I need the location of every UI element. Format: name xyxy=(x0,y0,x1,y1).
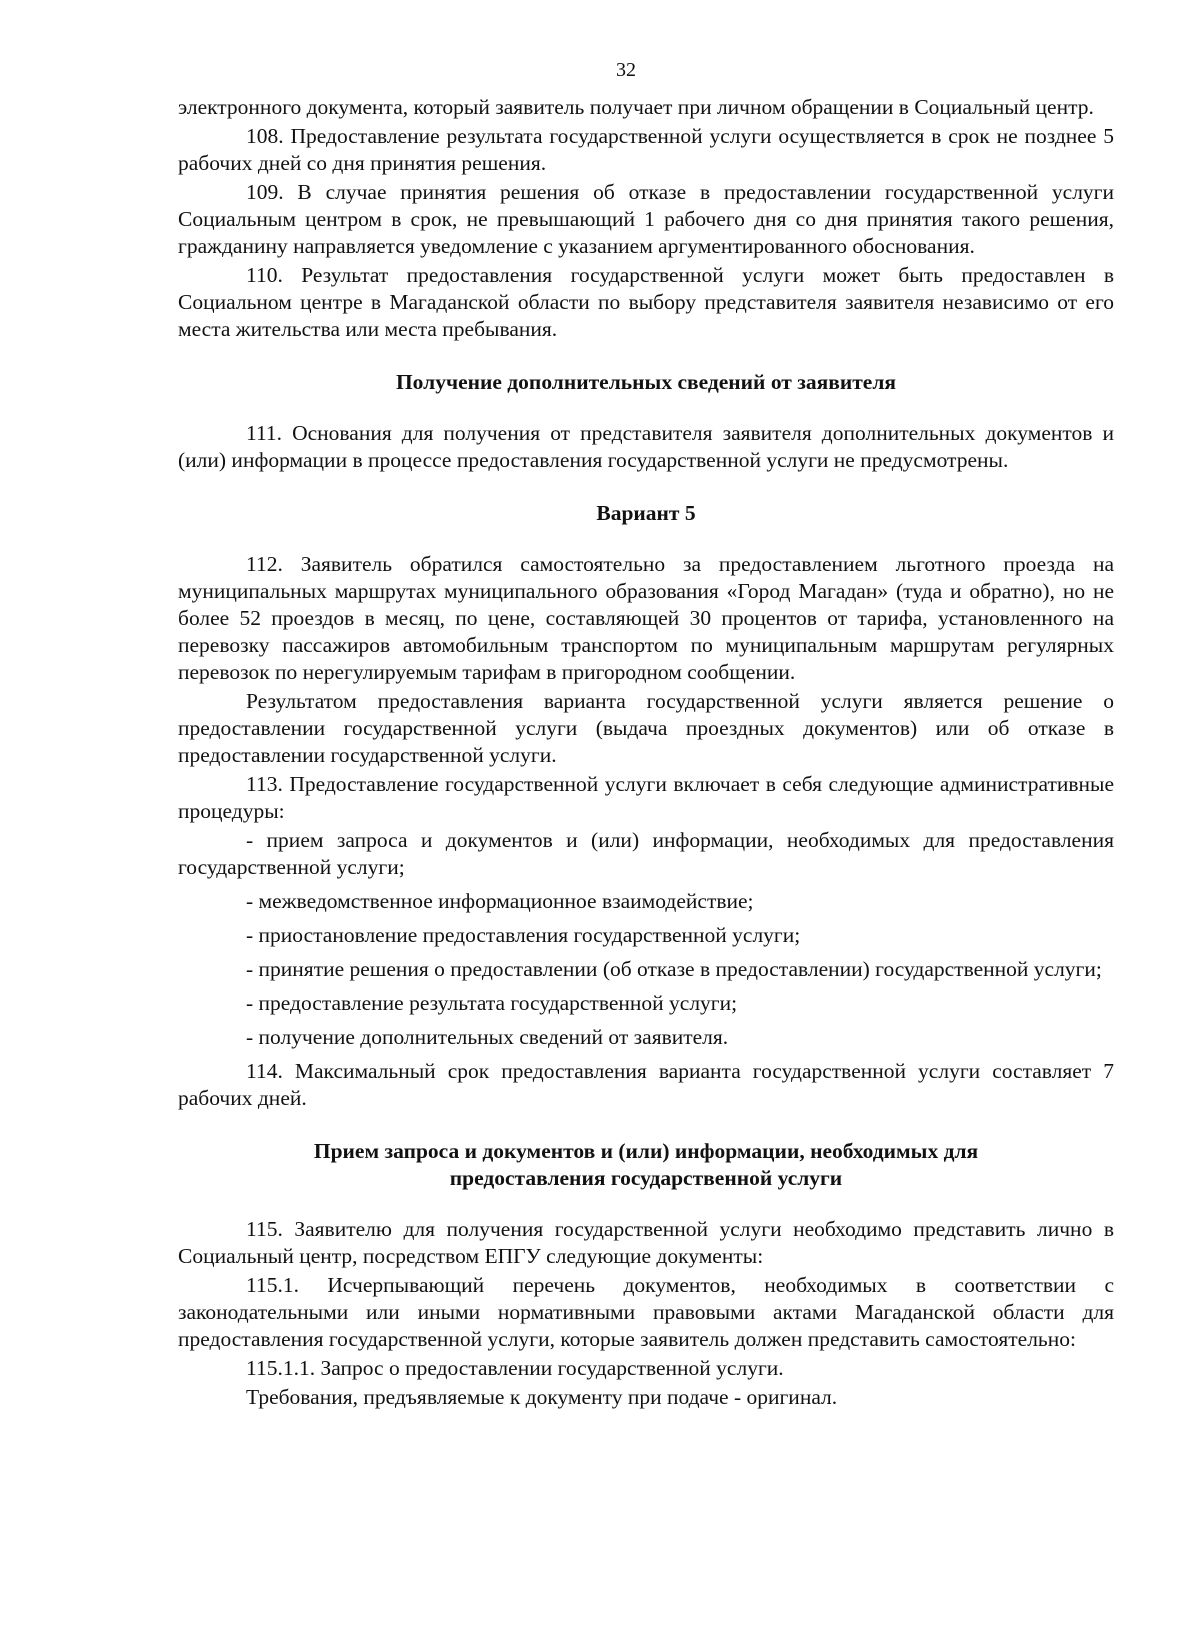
paragraph-115-requirements: Требования, предъявляемые к документу при подаче - оригинал. xyxy=(246,1385,838,1409)
paragraph-114: 114. Максимальный срок предоставления варианта государственной услуги составляет 7 рабочих дней. xyxy=(178,1059,1114,1110)
page-number: 32 xyxy=(616,59,636,81)
paragraph-110: 110. Результат предоставления государственной услуги может быть предоставлен в Социальном центре в Магаданской области по выбору представителя заявителя независимо от его места жительства или места пребывания. xyxy=(178,263,1114,341)
paragraph-112: 112. Заявитель обратился самостоятельно за предоставлением льготного проезда на муниципальных маршрутах муниципального образования «Город Магадан» (туда и обратно), но не более 52 проездов в месяц, по цене, составляющей 30 процентов от тарифа, установленного на перевозку пассажиров автомобильным транспортом по муниципальным маршрутам регулярных перевозок по нерегулируемым тарифам в пригородном сообщении. xyxy=(178,552,1114,684)
paragraph-111: 111. Основания для получения от представителя заявителя дополнительных документов и (или) информации в процессе предоставления государственной услуги не предусмотрены. xyxy=(178,421,1114,472)
list-item: - приостановление предоставления государственной услуги; xyxy=(246,923,801,947)
paragraph-115-1-1: 115.1.1. Запрос о предоставлении государственной услуги. xyxy=(246,1356,784,1380)
heading-reception-line-1: Прием запроса и документов и (или) информации, необходимых для xyxy=(313,1139,979,1163)
list-item: - межведомственное информационное взаимодействие; xyxy=(246,889,754,913)
paragraph-112-result: Результатом предоставления варианта государственной услуги является решение о предоставлении государственной услуги (выдача проездных документов) или об отказе в предоставлении государственной услуги. xyxy=(178,689,1114,767)
document-page xyxy=(178,56,1114,1413)
paragraph-115-1: 115.1. Исчерпывающий перечень документов, необходимых в соответствии с законодательными или иными нормативными правовыми актами Магаданской области для предоставления государственной услуги, которые заявитель должен представить самостоятельно: xyxy=(178,1273,1114,1351)
heading-variant-5: Вариант 5 xyxy=(596,501,696,525)
paragraph-115: 115. Заявителю для получения государственной услуги необходимо представить лично в Социальный центр, посредством ЕПГУ следующие документы: xyxy=(178,1217,1114,1268)
paragraph-109: 109. В случае принятия решения об отказе в предоставлении государственной услуги Социальным центром в срок, не превышающий 1 рабочего дня со дня принятия такого решения, гражданину направляется уведомление с указанием аргументированного обоснования. xyxy=(178,180,1114,258)
paragraph-113: 113. Предоставление государственной услуги включает в себя следующие административные процедуры: xyxy=(178,772,1114,823)
list-item: - получение дополнительных сведений от заявителя. xyxy=(246,1025,729,1049)
list-item: - предоставление результата государственной услуги; xyxy=(246,991,738,1015)
heading-additional-info: Получение дополнительных сведений от заявителя xyxy=(395,370,897,394)
list-item: - прием запроса и документов и (или) информации, необходимых для предоставления государственной услуги; xyxy=(178,828,1114,879)
paragraph-intro: электронного документа, который заявитель получает при личном обращении в Социальный центр. xyxy=(178,95,1094,119)
heading-reception-line-2: предоставления государственной услуги xyxy=(449,1166,843,1190)
list-item: - принятие решения о предоставлении (об отказе в предоставлении) государственной услуги; xyxy=(246,957,1102,981)
paragraph-108: 108. Предоставление результата государственной услуги осуществляется в срок не позднее 5 рабочих дней со дня принятия решения. xyxy=(178,124,1114,175)
